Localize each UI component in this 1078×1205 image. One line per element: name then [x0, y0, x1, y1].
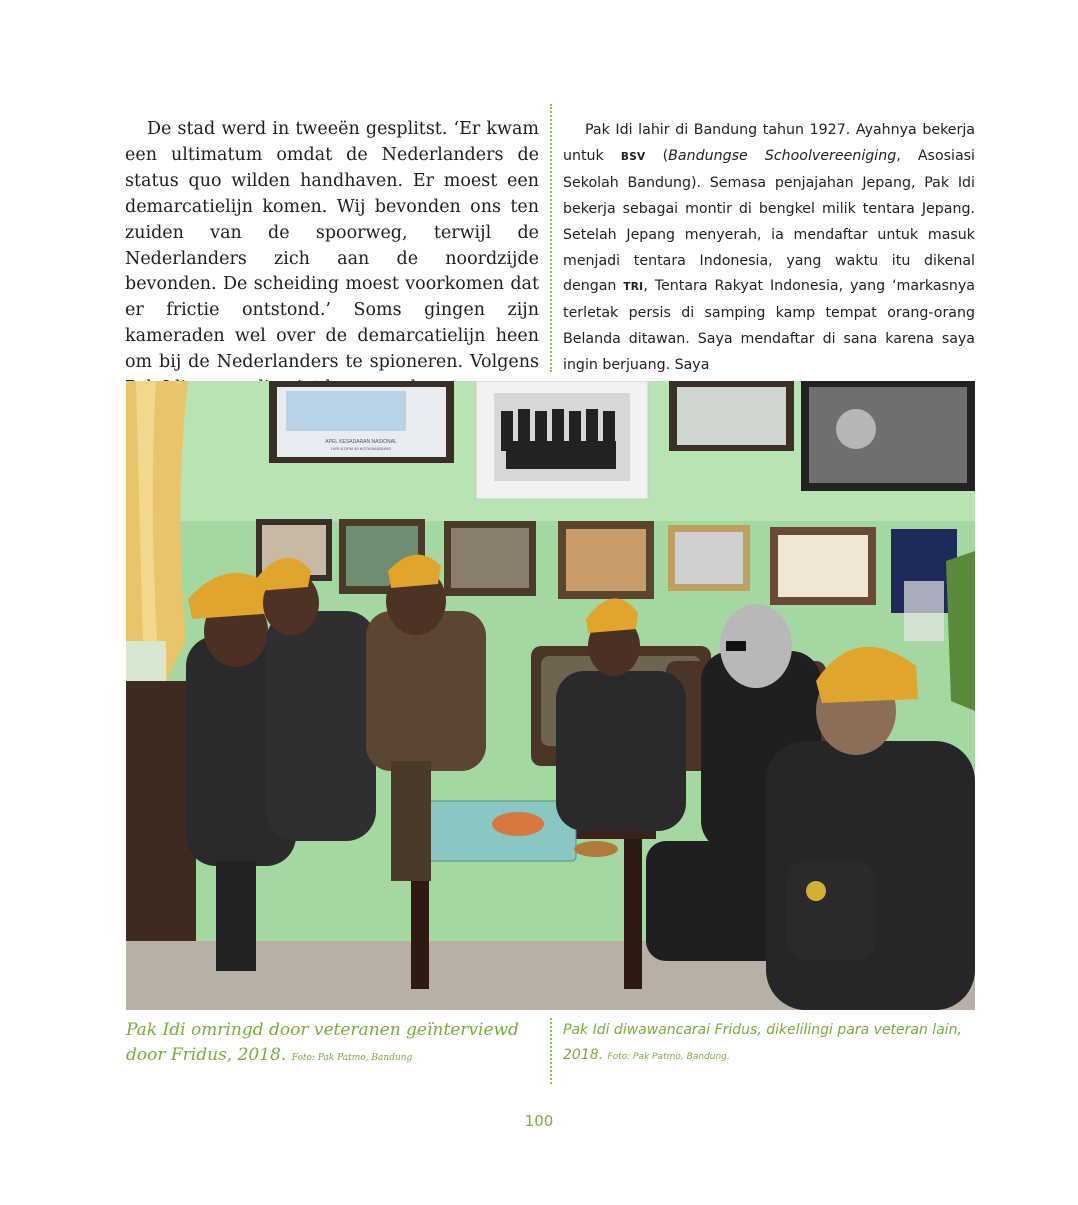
- dutch-text-column: [125, 117, 539, 402]
- caption-dutch-text: Pak Idi omringd door veteranen geïnterviewd door Fridus, 2018.: [126, 1020, 519, 1065]
- banner-text: APEL KESADARAN NASIONAL: [325, 439, 397, 445]
- indonesian-text-part3: , Asosiasi Sekolah Bandung). Semasa penjajahan Jepang, Pak Idi bekerja sebagai montir di bengkel milik tentara Jepang. Setelah Jepang menyerah, ia mendaftar untuk masuk menjadi tentara Indonesia, yang waktu itu dikenal dengan: [563, 147, 975, 295]
- caption-dutch-credit: Foto: Pak Patmo, Bandung: [291, 1053, 413, 1063]
- column-divider-top: [550, 104, 552, 372]
- indonesian-text-column: [563, 118, 975, 379]
- caption-indonesian-credit: Foto: Pak Patmo, Bandung.: [607, 1052, 730, 1062]
- caption-indonesian: [563, 1018, 975, 1070]
- banner-subtext: LVRI & DPM 45 KOTA BANDUNG: [330, 446, 392, 451]
- column-divider-bottom: [550, 1018, 552, 1084]
- abbr-tri: TRI: [623, 281, 644, 294]
- indonesian-text-part4: , Tentara Rakyat Indonesia, yang ‘markasnya terletak persis di samping kamp tempat orang-orang Belanda ditawan. Saya mendaftar di sana karena saya ingin berjuang. Saya: [563, 278, 975, 374]
- bsv-full-name: Bandungse Schoolvereeniging: [668, 147, 897, 164]
- indonesian-paragraph: [563, 118, 975, 379]
- abbr-bsv: BSV: [620, 150, 646, 163]
- dutch-paragraph: De stad werd in tweeën gesplitst. ‘Er kwam een ultimatum omdat de Nederlanders de status quo wilden handhaven. Er moest een demarcatielijn komen. Wij bevonden ons ten zuiden van de spoorweg, terwijl de Nederlanders zich aan de noordzijde bevonden. De scheiding moest voorkomen dat er frictie ontstond.’ Soms gingen zijn kameraden wel over de demarcatielijn heen om bij de Nederlanders te spioneren. Volgens: [125, 119, 539, 373]
- photo-illustration: [126, 381, 975, 1010]
- page-number: 100: [524, 1112, 554, 1130]
- indonesian-text-part1: Pak Idi lahir di Bandung tahun 1927. Ayahnya bekerja untuk: [563, 122, 975, 164]
- caption-indonesian-text: Pak Idi diwawancarai Fridus, dikelilingi para veteran lain, 2018.: [563, 1022, 962, 1063]
- indonesian-text-part2: (: [645, 147, 669, 164]
- caption-dutch: [126, 1018, 540, 1071]
- veterans-photo: [126, 381, 975, 1010]
